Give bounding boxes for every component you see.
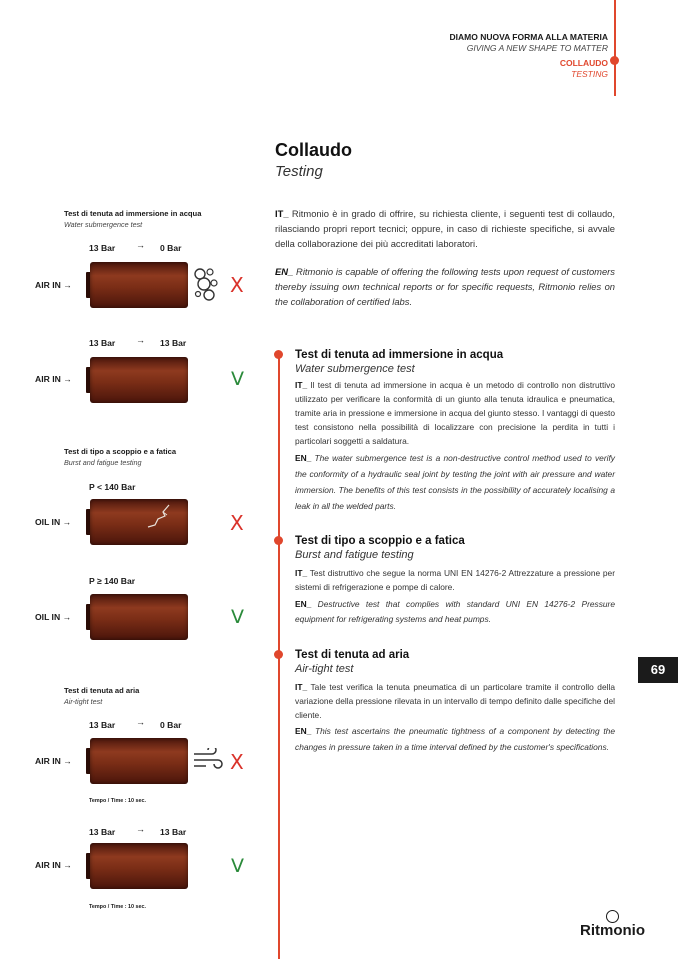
- section-it-body: Il test di tenuta ad immersione in acqua è un metodo di controllo non distruttivo utilizzato per verificare la conformità di un giunto alla tenuta idraulica e pneumatica, tramite aria in pressione e immersione in acqua del giunto stesso. I vantaggi di questo test consistono nella possibilità di localizzare con precisione la perdita in tutti i particolari soggetti a saldatura.: [295, 380, 615, 446]
- header-dot: [610, 56, 619, 65]
- cylinder: [90, 499, 188, 545]
- bubbles-icon: [192, 266, 222, 302]
- logo: Ritmonio: [580, 922, 645, 939]
- section-it-prefix: IT_: [295, 682, 308, 692]
- header-line-en: GIVING A NEW SHAPE TO MATTER: [466, 43, 608, 53]
- arrow-right-icon: →: [62, 612, 72, 622]
- section-en-text: [295, 450, 615, 514]
- page-subtitle: Testing: [275, 163, 323, 180]
- section-it-text: [295, 680, 615, 722]
- pressure-end: 13 Bar: [160, 338, 187, 348]
- intro-en-text: Ritmonio is capable of offering the following tests upon request of customers thereby issuing own technical reports or for specific requests, Ritmonio relies on the collaboration of certified labs.: [275, 266, 615, 307]
- section-subtitle: Air-tight test: [295, 663, 354, 675]
- test-duration: Tempo / Time : 10 sec.: [89, 904, 147, 910]
- arrow-right-icon: →: [63, 374, 72, 384]
- cylinder: [90, 262, 188, 308]
- diagram-label: Test di tenuta ad immersione in acqua: [64, 209, 202, 218]
- inlet-label-text: OIL IN: [35, 612, 61, 622]
- section-en-prefix: EN_: [295, 726, 312, 736]
- section-it-text: [295, 378, 615, 448]
- section-dot: [274, 650, 283, 659]
- inlet-label: [35, 612, 71, 622]
- arrow-right-icon: →: [136, 717, 145, 727]
- header-section-en: TESTING: [571, 69, 608, 79]
- diagram-label-en: Water submergence test: [64, 220, 143, 229]
- diagram-label: Test di tipo a scoppio e a fatica: [64, 447, 177, 456]
- section-it-body: Tale test verifica la tenuta pneumatica di un particolare tramite il controllo della variazione della pressione rilevata in un intervallo di tempo definito dalle specifiche del cliente.: [295, 682, 615, 720]
- cylinder: [90, 843, 188, 889]
- cylinder: [90, 594, 188, 640]
- diagram-label-en: Air-tight test: [64, 697, 103, 706]
- inlet-label-text: AIR IN: [35, 756, 61, 766]
- section-en-body: This test ascertains the pneumatic tightness of a component by detecting the changes in pressure taken in a time interval defined by the customer's specifications.: [295, 726, 615, 752]
- pressure-end: 13 Bar: [160, 827, 187, 837]
- header-line-it: DIAMO NUOVA FORMA ALLA MATERIA: [449, 32, 608, 42]
- header-vertical-line: [614, 0, 616, 96]
- pass-mark: V: [231, 855, 244, 877]
- inlet-label-text: OIL IN: [35, 517, 61, 527]
- pressure-start: 13 Bar: [89, 720, 116, 730]
- test-duration: Tempo / Time : 10 sec.: [89, 798, 147, 804]
- arrow-right-icon: →: [136, 824, 145, 834]
- section-it-text: [295, 566, 615, 594]
- inlet-label: [35, 756, 72, 766]
- pass-mark: V: [231, 606, 244, 628]
- arrow-right-icon: →: [63, 860, 72, 870]
- inlet-label: [35, 517, 71, 527]
- cylinder: [90, 357, 188, 403]
- wind-icon: [192, 748, 224, 772]
- inlet-label: [35, 280, 72, 290]
- arrow-right-icon: →: [63, 756, 72, 766]
- pressure-start: 13 Bar: [89, 338, 116, 348]
- section-it-prefix: IT_: [295, 380, 308, 390]
- section-en-prefix: EN_: [295, 453, 312, 463]
- inlet-label-text: AIR IN: [35, 374, 61, 384]
- intro-it: [275, 206, 615, 251]
- section-en-text: [295, 723, 615, 755]
- arrow-right-icon: →: [136, 335, 145, 345]
- arrow-right-icon: →: [136, 240, 145, 250]
- pressure-start: P ≥ 140 Bar: [89, 576, 136, 586]
- fail-mark: X: [230, 750, 244, 774]
- page-title: Collaudo: [275, 140, 352, 160]
- section-dot: [274, 536, 283, 545]
- section-it-body: Test distruttivo che segue la norma UNI EN 14276-2 Attrezzature a pressione per sistemi di refrigerazione e pompe di calore.: [295, 568, 615, 592]
- inlet-label-text: AIR IN: [35, 280, 61, 290]
- inlet-label-text: AIR IN: [35, 860, 61, 870]
- section-title: Test di tipo a scoppio e a fatica: [295, 535, 465, 547]
- section-it-prefix: IT_: [295, 568, 308, 578]
- diagram-label: Test di tenuta ad aria: [64, 686, 140, 695]
- page-number: 69: [638, 657, 678, 683]
- pressure-start: P < 140 Bar: [89, 482, 136, 492]
- arrow-right-icon: →: [63, 280, 72, 290]
- pressure-end: 0 Bar: [160, 720, 182, 730]
- pressure-start: 13 Bar: [89, 243, 116, 253]
- section-en-prefix: EN_: [295, 599, 312, 609]
- pressure-end: 0 Bar: [160, 243, 182, 253]
- section-dot: [274, 350, 283, 359]
- header-section-it: COLLAUDO: [559, 58, 608, 68]
- pass-mark: V: [231, 368, 244, 390]
- inlet-label: [35, 860, 72, 870]
- fail-mark: X: [230, 511, 244, 535]
- section-title: Test di tenuta ad aria: [295, 649, 410, 661]
- section-en-body: Destructive test that complies with standard UNI EN 14276-2 Pressure equipment for refrigerating systems and heat pumps.: [295, 599, 615, 624]
- intro-en-prefix: EN_: [275, 266, 294, 277]
- intro-en: [275, 264, 615, 309]
- section-en-body: The water submergence test is a non-destructive control method used to verify the conformity of a hydraulic seal joint by testing the joint with air pressure and water immersion. The benefits of this test consists in the possibility of accurately localising a leak in all the welded parts.: [295, 453, 615, 511]
- arrow-right-icon: →: [62, 517, 72, 527]
- intro-it-prefix: IT_: [275, 208, 289, 219]
- section-subtitle: Burst and fatigue testing: [295, 549, 414, 561]
- cylinder: [90, 738, 188, 784]
- diagram-label-en: Burst and fatigue testing: [64, 458, 142, 467]
- section-en-text: [295, 597, 615, 627]
- intro-it-text: Ritmonio è in grado di offrire, su richiesta cliente, i seguenti test di collaudo, rilasciando propri report tecnici; oppure, in caso di richieste specifiche, si avvale della collaborazione dei più accreditati laboratori.: [275, 208, 615, 249]
- crack-icon: [145, 503, 171, 529]
- pressure-start: 13 Bar: [89, 827, 116, 837]
- section-title: Test di tenuta ad immersione in acqua: [295, 349, 504, 361]
- section-subtitle: Water submergence test: [295, 363, 415, 375]
- fail-mark: X: [230, 273, 244, 297]
- inlet-label: [35, 374, 72, 384]
